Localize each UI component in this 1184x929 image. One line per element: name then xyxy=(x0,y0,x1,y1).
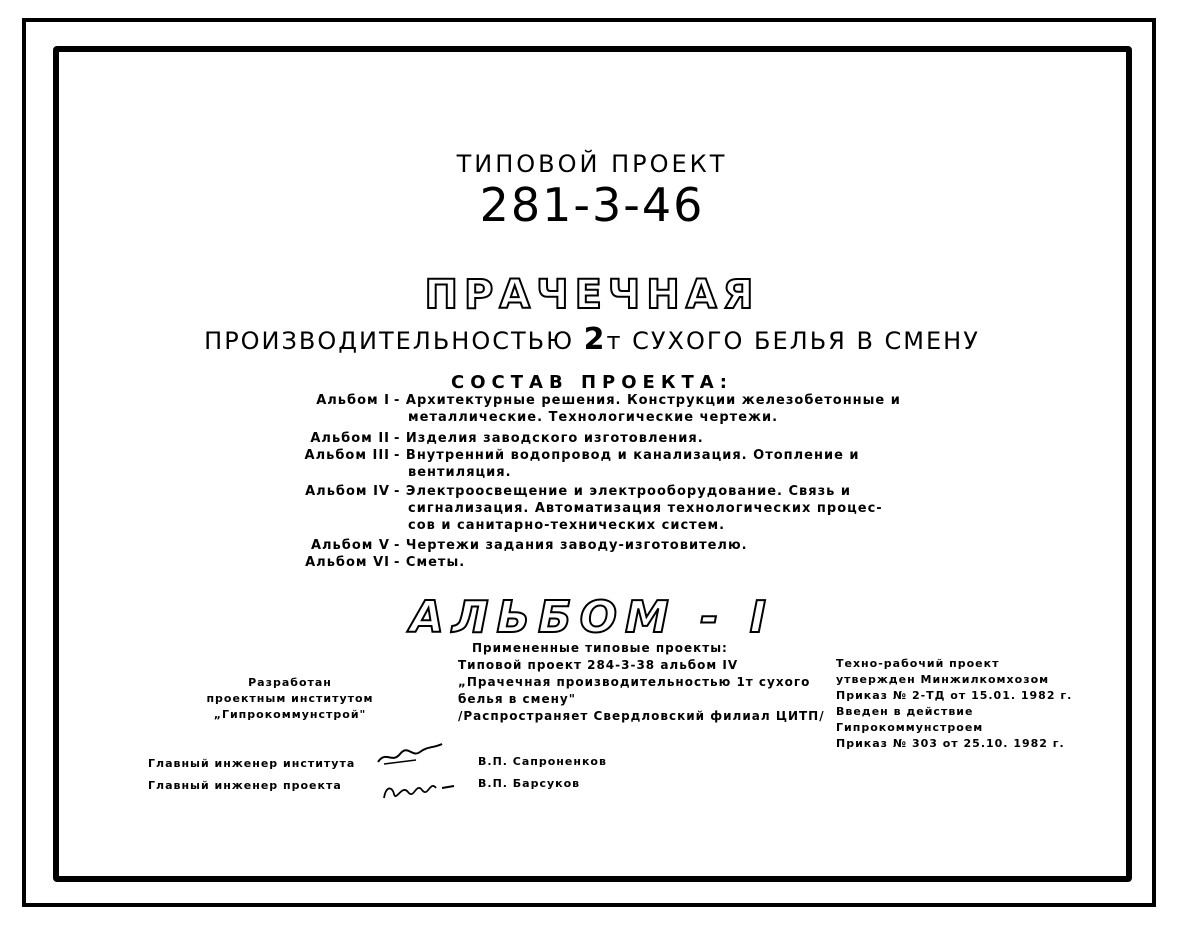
applied-line-1: Типовой проект 284-3-38 альбом IV xyxy=(458,658,739,672)
album-1-line-2: металлические. Технологические чертежи. xyxy=(408,410,779,425)
capacity-pre: ПРОИЗВОДИТЕЛЬНОСТЬЮ xyxy=(204,327,575,355)
album-6-line-1: - Сметы. xyxy=(394,555,466,570)
approval-line-6: Приказ № 303 от 25.10. 1982 г. xyxy=(836,737,1065,750)
album-2-line-1: - Изделия заводского изготовления. xyxy=(394,431,704,446)
applied-projects-block xyxy=(458,640,825,725)
album-2-name: Альбом II xyxy=(310,431,390,446)
album-title: АЛЬБОМ - I xyxy=(409,592,775,643)
album-3-line-2: вентиляция. xyxy=(408,465,512,480)
signature-name-1: В.П. Сапроненков xyxy=(478,755,607,768)
developer-block xyxy=(190,675,390,723)
applied-heading: Примененные типовые проекты: xyxy=(472,641,728,655)
album-3-name: Альбом III xyxy=(304,448,390,463)
album-4-line-2: сигнализация. Автоматизация технологических процес- xyxy=(408,501,883,516)
approval-line-2: утвержден Минжилкомхозом xyxy=(836,673,1050,686)
developer-line-3: „Гипрокоммунстрой" xyxy=(213,708,367,721)
applied-line-3: белья в смену" xyxy=(458,692,576,706)
signature-name-2: В.П. Барсуков xyxy=(478,777,581,790)
album-4-line-3: сов и санитарно-технических систем. xyxy=(408,518,726,533)
applied-line-2: „Прачечная производительностью 1т сухого xyxy=(458,675,811,689)
project-name: ПРАЧЕЧНАЯ xyxy=(424,272,760,318)
developer-line-2: проектным институтом xyxy=(206,692,374,705)
signature-scribble-2 xyxy=(380,772,460,802)
album-5-line-1: - Чертежи задания заводу-изготовителю. xyxy=(394,538,748,553)
approval-block xyxy=(836,656,1072,752)
project-capacity xyxy=(0,322,1184,357)
applied-line-4: /Распространяет Свердловский филиал ЦИТП/ xyxy=(458,709,825,723)
album-1-name: Альбом I xyxy=(316,393,390,408)
composition-list xyxy=(300,392,920,572)
signature-role-2: Главный инженер проекта xyxy=(148,779,342,792)
project-type-label: ТИПОВОЙ ПРОЕКТ xyxy=(456,150,728,178)
composition-title: СОСТАВ ПРОЕКТА: xyxy=(451,372,733,393)
approval-line-1: Техно-рабочий проект xyxy=(836,657,1000,670)
album-1-line-1: - Архитектурные решения. Конструкции железобетонные и xyxy=(394,393,901,408)
signature-scribble-1 xyxy=(376,740,446,768)
capacity-post: т СУХОГО БЕЛЬЯ В СМЕНУ xyxy=(606,327,980,355)
album-4-line-1: - Электроосвещение и электрооборудование. Связь и xyxy=(394,484,852,499)
approval-line-5: Гипрокоммунстроем xyxy=(836,721,984,734)
approval-line-4: Введен в действие xyxy=(836,705,974,718)
project-number: 281-3-46 xyxy=(479,178,705,232)
album-4-name: Альбом IV xyxy=(305,484,390,499)
capacity-value: 2 xyxy=(583,322,607,357)
album-6-name: Альбом VI xyxy=(305,555,390,570)
signature-role-1: Главный инженер института xyxy=(148,757,356,770)
developer-line-1: Разработан xyxy=(248,676,332,689)
album-5-name: Альбом V xyxy=(310,538,390,553)
album-3-line-1: - Внутренний водопровод и канализация. Отопление и xyxy=(394,448,860,463)
approval-line-3: Приказ № 2-ТД от 15.01. 1982 г. xyxy=(836,689,1073,702)
